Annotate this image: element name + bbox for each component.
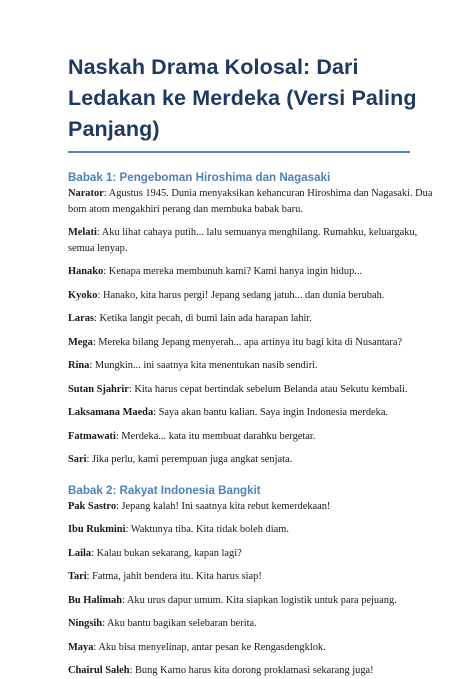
dialogue-text: : Kita harus cepat bertindak sebelum Belanda atau Sekutu kembali.	[128, 383, 408, 395]
speaker-name: Bu Halimah	[68, 594, 122, 606]
dialogue-text: : Fatma, jahit bendera itu. Kita harus siap!	[86, 571, 262, 582]
dialogue-text: : Bung Karno harus kita dorong proklamasi sekarang juga!	[129, 665, 374, 676]
dialogue-text: : Kalau bukan sekarang, kapan lagi?	[91, 547, 242, 559]
dialogue-text: : Agustus 1945. Dunia menyaksikan kehancuran Hiroshima dan Nagasaki. Dua bom atom mengakhiri perang dan membuka babak baru.	[68, 188, 433, 215]
dialogue-text: : Merdeka... kata itu membuat darahku bergetar.	[115, 430, 316, 442]
dialogue-line	[68, 288, 434, 304]
speaker-name: Fatmawati	[68, 430, 116, 442]
speaker-name: Chairul Saleh	[68, 665, 130, 676]
speaker-name: Mega	[68, 336, 93, 348]
dialogue-text: : Hanako, kita harus pergi! Jepang sedang jatuh... dan dunia berubah.	[97, 289, 385, 301]
speaker-name: Ibu Rukmini	[68, 524, 126, 535]
dialogue-text: : Mereka bilang Jepang menyerah... apa artinya itu bagi kita di Nusantara?	[92, 336, 403, 348]
speaker-name: Pak Sastro	[68, 500, 117, 512]
dialogue-line	[68, 358, 434, 374]
dialogue-text: : Aku urus dapur umum. Kita siapkan logistik untuk para pejuang.	[122, 594, 397, 606]
dialogue-line	[68, 593, 434, 609]
speaker-name: Kyoko	[68, 289, 98, 301]
dialogue-line	[68, 569, 434, 585]
speaker-name: Melati	[68, 227, 97, 238]
speaker-name: Maya	[68, 641, 94, 653]
section-2	[68, 484, 434, 679]
dialogue-text: : Ketika langit pecah, di bumi lain ada harapan lahir.	[93, 313, 312, 324]
dialogue-line	[68, 640, 434, 656]
dialogue-line	[68, 311, 434, 327]
dialogue-line	[68, 225, 434, 256]
title-divider	[68, 151, 410, 153]
speaker-name: Hanako	[68, 266, 104, 277]
speaker-name: Laila	[68, 547, 92, 559]
dialogue-text: : Waktunya tiba. Kita tidak boleh diam.	[125, 524, 289, 535]
dialogue-line	[68, 452, 434, 468]
dialogue-line	[68, 546, 434, 562]
speaker-name: Tari	[68, 571, 87, 582]
dialogue-line	[68, 499, 434, 515]
speaker-name: Sutan Sjahrir	[68, 383, 129, 395]
speaker-name: Sari	[68, 454, 87, 465]
dialogue-line	[68, 429, 434, 445]
speaker-name: Ningsih	[68, 618, 103, 629]
dialogue-line	[68, 382, 434, 398]
dialogue-line	[68, 663, 434, 679]
speaker-name: Rina	[68, 360, 90, 371]
document-title: Naskah Drama Kolosal: Dari Ledakan ke Merdeka (Versi Paling Panjang)	[68, 55, 417, 141]
dialogue-line	[68, 616, 434, 632]
dialogue-text: : Saya akan bantu kalian. Saya ingin Indonesia merdeka.	[153, 407, 389, 418]
dialogue-line	[68, 405, 434, 421]
section-heading: Babak 2: Rakyat Indonesia Bangkit	[68, 483, 261, 497]
speaker-name: Laras	[68, 313, 94, 324]
speaker-name: Narator	[68, 188, 104, 199]
dialogue-line	[68, 186, 434, 217]
dialogue-text: : Aku lihat cahaya putih... lalu semuanya menghilang. Rumahku, keluargaku, semua lenyap.	[68, 227, 418, 254]
dialogue-text: : Aku bantu bagikan selebaran berita.	[102, 618, 257, 629]
section-heading: Babak 1: Pengeboman Hiroshima dan Nagasaki	[68, 171, 331, 184]
dialogue-line	[68, 264, 434, 280]
dialogue-text: : Kenapa mereka membunuh kami? Kami hanya ingin hidup...	[103, 266, 363, 277]
dialogue-text: : Jika perlu, kami perempuan juga angkat senjata.	[86, 454, 293, 465]
speaker-name: Laksamana Maeda	[68, 407, 154, 418]
section-1	[68, 171, 434, 468]
dialogue-line	[68, 335, 434, 351]
dialogue-text: : Mungkin... ini saatnya kita menentukan nasib sendiri.	[89, 360, 318, 371]
dialogue-text: : Jepang kalah! Ini saatnya kita rebut kemerdekaan!	[116, 500, 331, 512]
dialogue-line	[68, 522, 434, 538]
dialogue-text: : Aku bisa menyelinap, antar pesan ke Rengasdengklok.	[93, 641, 326, 653]
